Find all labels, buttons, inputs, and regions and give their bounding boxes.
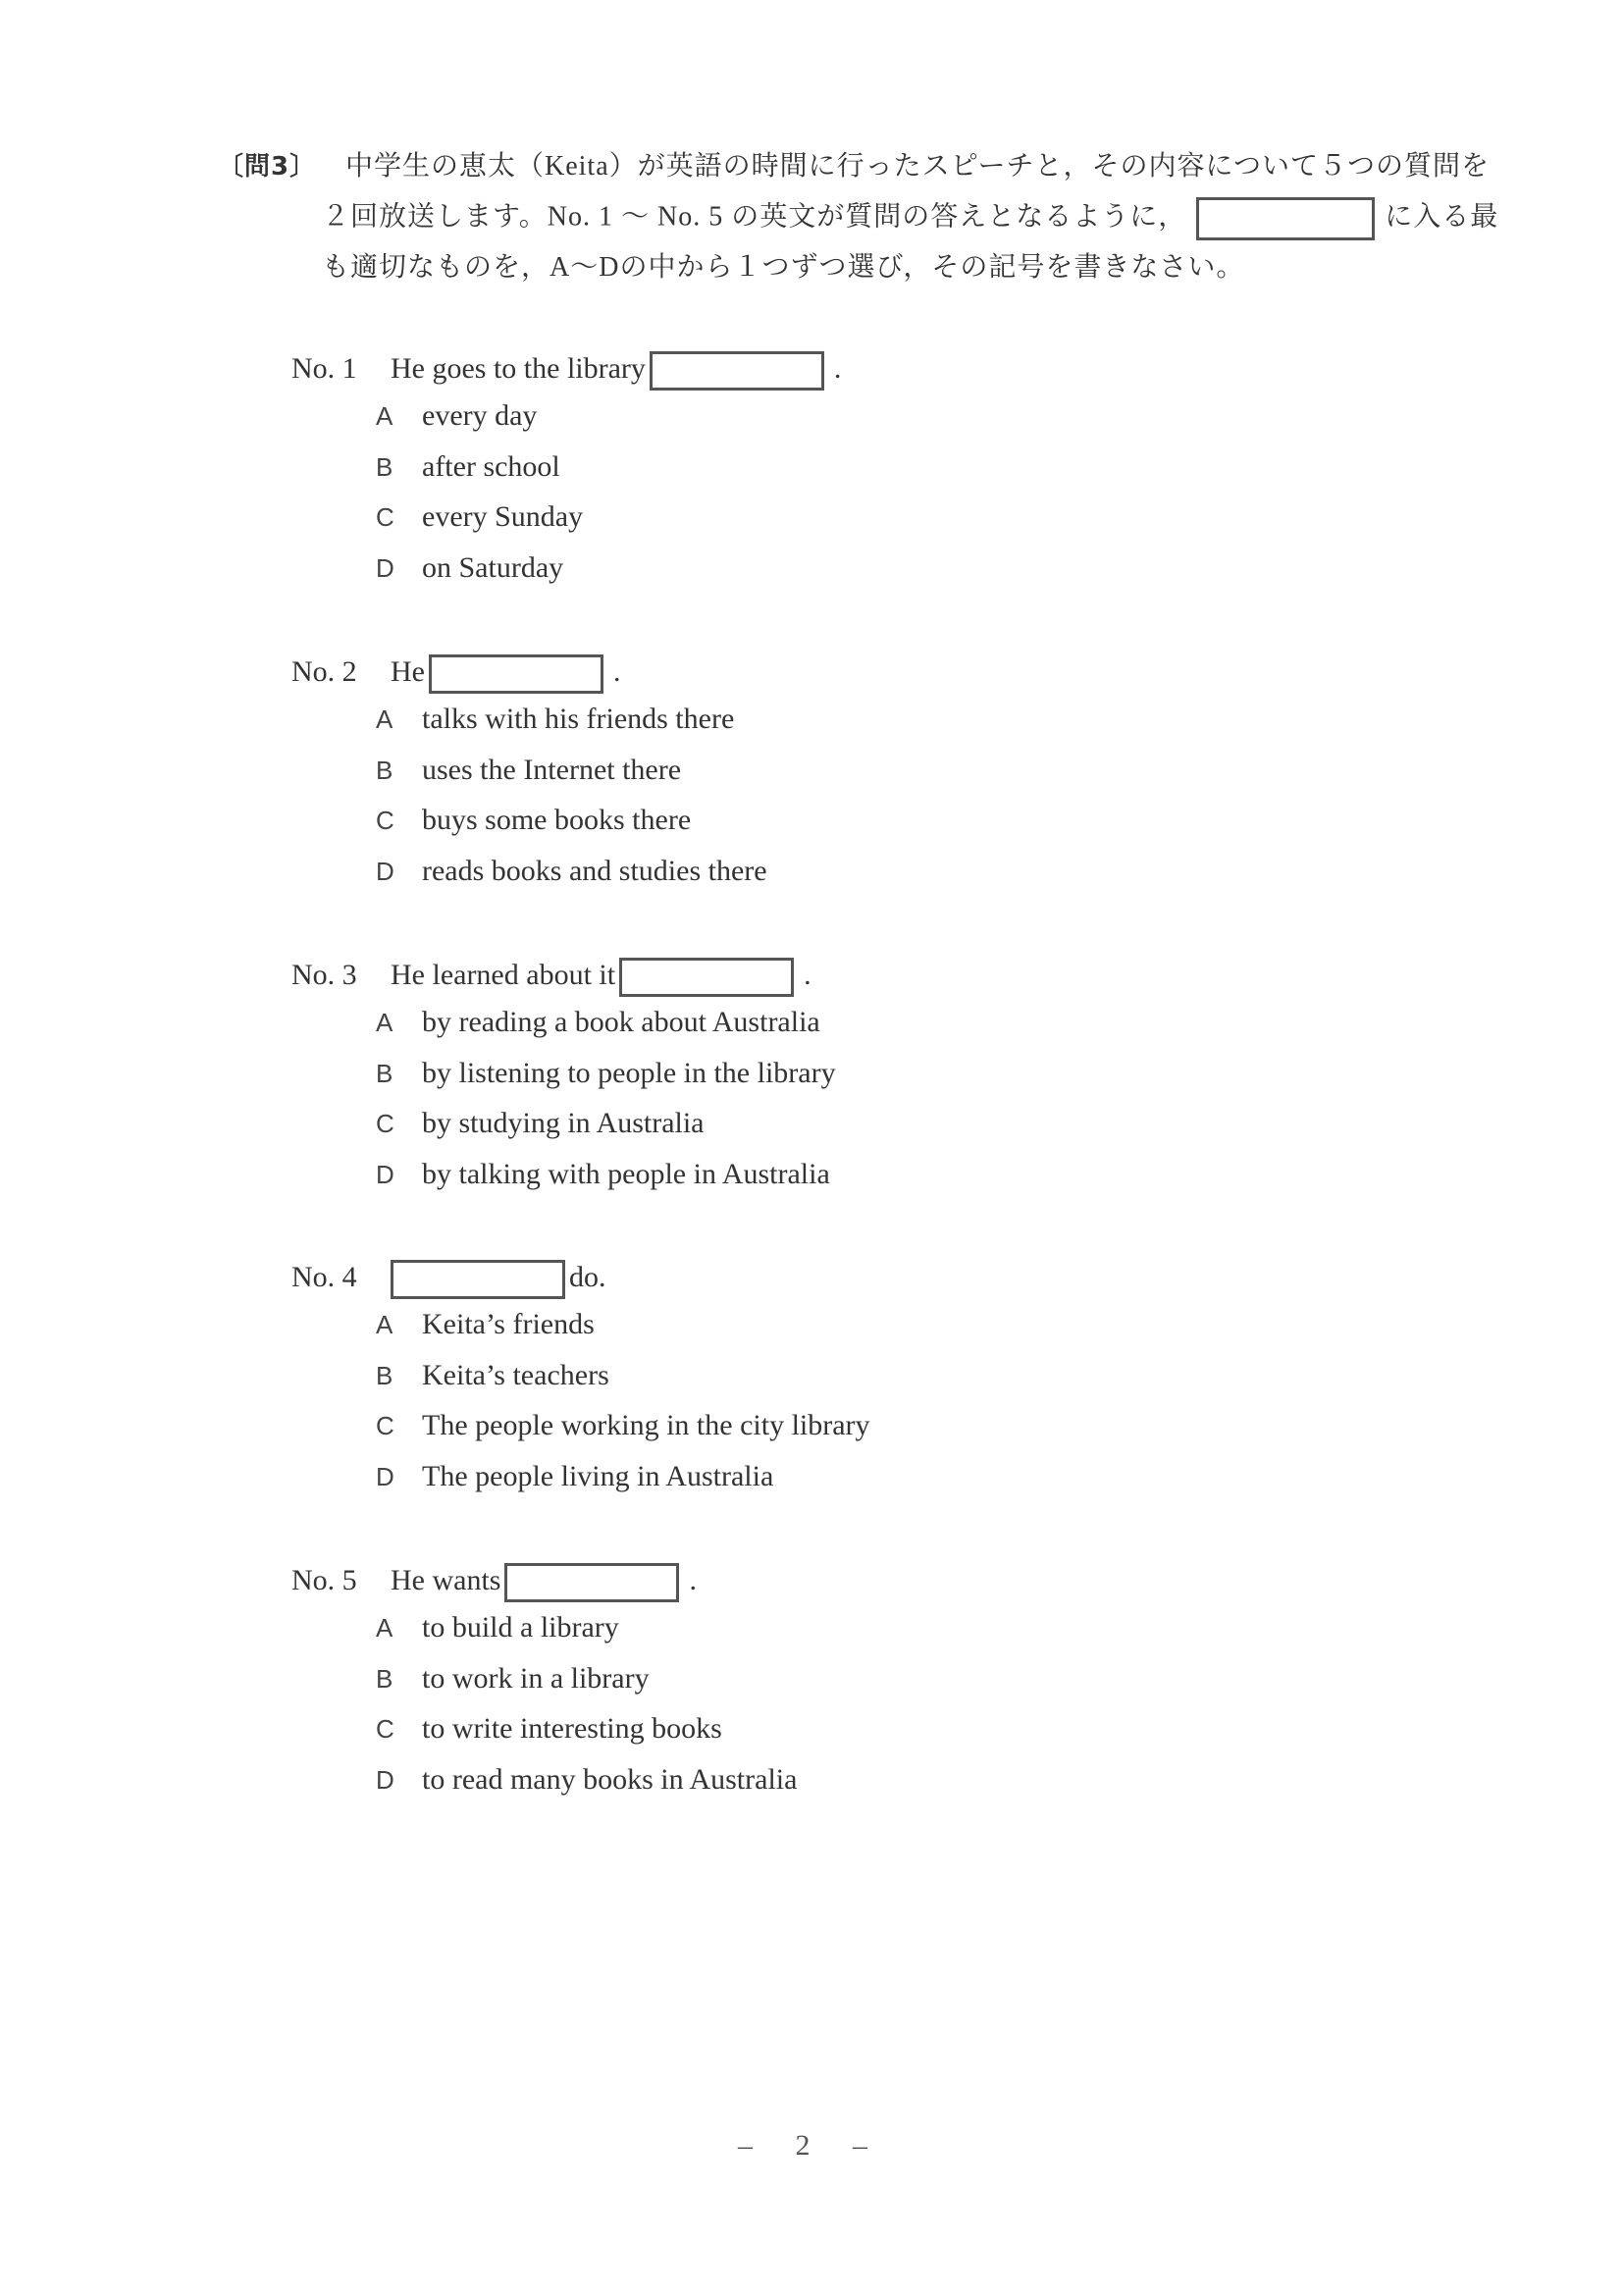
option-text: reads books and studies there xyxy=(422,854,767,887)
option-c xyxy=(291,1098,836,1149)
question-3 xyxy=(291,954,836,1199)
option-b xyxy=(291,442,841,493)
sentence-after: . xyxy=(833,352,842,385)
option-d xyxy=(291,543,841,594)
option-b xyxy=(291,1048,836,1099)
option-a xyxy=(291,694,767,745)
instructions-line-2 xyxy=(322,197,1498,240)
sentence-before: He goes to the library xyxy=(391,352,646,385)
answer-blank-box xyxy=(429,654,603,694)
option-a xyxy=(291,1602,797,1653)
option-c xyxy=(291,492,841,543)
option-letter: C xyxy=(376,1109,394,1138)
option-letter: D xyxy=(376,1159,394,1189)
section-number: 〔問3〕 xyxy=(218,152,317,182)
option-letter: A xyxy=(376,704,393,734)
option-text: by talking with people in Australia xyxy=(422,1157,830,1190)
option-text: to read many books in Australia xyxy=(422,1762,798,1796)
question-stem xyxy=(291,1256,870,1299)
option-d xyxy=(291,1754,797,1805)
option-text: after school xyxy=(422,449,560,483)
sentence-before: He xyxy=(391,655,425,688)
answer-box-example xyxy=(1196,197,1375,240)
option-d xyxy=(291,846,767,897)
option-text: on Saturday xyxy=(422,550,564,584)
question-sentence xyxy=(391,1261,606,1293)
question-sentence xyxy=(391,655,620,688)
instructions-text: に入る最 xyxy=(1385,201,1499,233)
option-text: talks with his friends there xyxy=(422,703,735,735)
option-b xyxy=(291,1350,870,1401)
answer-blank-box xyxy=(619,958,794,997)
answer-blank-box xyxy=(650,351,824,391)
option-text: every Sunday xyxy=(422,500,584,533)
option-letter: B xyxy=(376,1360,393,1390)
sentence-before: He learned about it xyxy=(391,959,616,991)
option-text: Keita’s teachers xyxy=(422,1358,609,1391)
option-text: by listening to people in the library xyxy=(422,1056,836,1089)
question-sentence xyxy=(391,352,841,385)
option-letter: C xyxy=(376,502,394,532)
option-letter: D xyxy=(376,856,394,886)
question-1 xyxy=(291,347,841,593)
option-d xyxy=(291,1451,870,1502)
option-text: Keita’s friends xyxy=(422,1308,595,1340)
option-c xyxy=(291,1400,870,1451)
option-letter: B xyxy=(376,1663,393,1694)
instructions-line-3: も適切なものを，A～Dの中から１つずつ選び，その記号を書きなさい。 xyxy=(322,252,1245,283)
option-letter: A xyxy=(376,401,393,431)
sentence-after: . xyxy=(612,655,621,688)
question-sentence xyxy=(391,1564,697,1596)
option-a xyxy=(291,391,841,442)
option-a xyxy=(291,997,836,1048)
option-c xyxy=(291,795,767,846)
option-d xyxy=(291,1149,836,1200)
question-number: No. 1 xyxy=(291,352,357,385)
option-text: to work in a library xyxy=(422,1661,650,1695)
option-text: uses the Internet there xyxy=(422,753,682,786)
answer-blank-box xyxy=(504,1563,679,1602)
option-text: buys some books there xyxy=(422,804,692,836)
question-number: No. 3 xyxy=(291,959,357,991)
option-letter: D xyxy=(376,1764,394,1795)
page-number: – 2 – xyxy=(738,2129,885,2162)
option-b xyxy=(291,1653,797,1704)
answer-blank-box xyxy=(391,1260,565,1299)
option-letter: C xyxy=(376,806,394,835)
option-text: by reading a book about Australia xyxy=(422,1006,820,1038)
option-b xyxy=(291,745,767,796)
option-text: to write interesting books xyxy=(422,1712,722,1745)
option-letter: D xyxy=(376,1461,394,1491)
question-stem xyxy=(291,651,767,694)
option-text: every day xyxy=(422,399,538,432)
option-a xyxy=(291,1299,870,1350)
question-number: No. 4 xyxy=(291,1261,357,1293)
option-letter: C xyxy=(376,1411,394,1440)
question-stem xyxy=(291,954,836,997)
option-text: The people living in Australia xyxy=(422,1459,774,1492)
option-letter: B xyxy=(376,755,393,785)
question-stem xyxy=(291,347,841,391)
option-text: to build a library xyxy=(422,1611,619,1644)
option-letter: A xyxy=(376,1310,393,1339)
option-letter: D xyxy=(376,552,394,583)
sentence-after: . xyxy=(804,959,812,991)
option-text: by studying in Australia xyxy=(422,1107,705,1139)
question-number: No. 5 xyxy=(291,1564,357,1596)
question-stem xyxy=(291,1559,797,1602)
option-letter: A xyxy=(376,1613,393,1643)
option-letter: C xyxy=(376,1714,394,1744)
option-letter: B xyxy=(376,1058,393,1088)
question-5 xyxy=(291,1559,797,1804)
sentence-before: He wants xyxy=(391,1564,501,1596)
question-label xyxy=(218,147,316,186)
question-4 xyxy=(291,1256,870,1501)
instructions-line-1: 中学生の恵太（Keita）が英語の時間に行ったスピーチと，その内容について５つの質問を xyxy=(345,151,1490,182)
question-2 xyxy=(291,651,767,896)
instructions-text: ２回放送します。No. 1 ～ No. 5 の英文が質問の答えとなるように， xyxy=(322,201,1187,233)
question-number: No. 2 xyxy=(291,655,357,688)
option-c xyxy=(291,1703,797,1754)
option-text: The people working in the city library xyxy=(422,1409,870,1441)
option-letter: B xyxy=(376,451,393,482)
sentence-after: . xyxy=(689,1564,697,1596)
option-letter: A xyxy=(376,1008,393,1037)
question-sentence xyxy=(391,959,812,991)
sentence-after: do. xyxy=(569,1261,606,1293)
